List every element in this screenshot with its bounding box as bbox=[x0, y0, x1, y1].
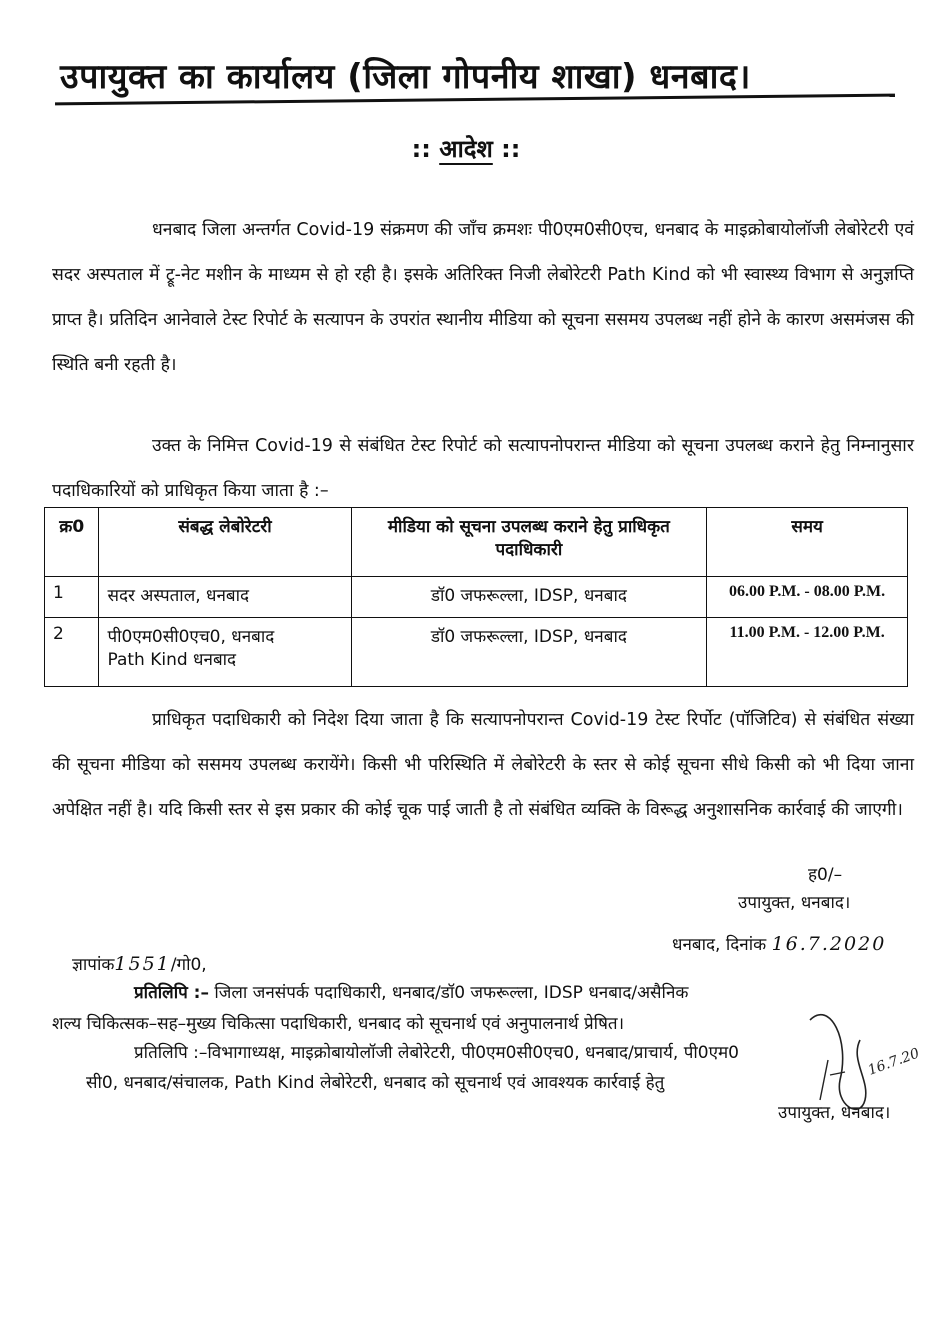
table-row bbox=[45, 618, 908, 687]
copy-1-line-1 bbox=[134, 980, 688, 1003]
handwritten-signature-icon bbox=[790, 1000, 932, 1130]
table-header-row bbox=[45, 508, 908, 577]
memo-label: ज्ञापांक bbox=[72, 955, 115, 975]
memo-number: 1551 bbox=[114, 953, 171, 975]
copy-1-line-2: शल्य चिकित्सक–सह–मुख्य चिकित्सा पदाधिकारी, धनबाद को सूचनार्थ एवं अनुपालनार्थ प्रेषित। bbox=[52, 1014, 625, 1034]
row-serial: 1 bbox=[45, 576, 99, 618]
memo-suffix: /गो0, bbox=[170, 955, 207, 975]
copy-2-line-2: सी0, धनबाद/संचालक, Path Kind लेबोरेटरी, धनबाद को सूचनार्थ एवं आवश्यक कार्रवाई हेतु bbox=[86, 1073, 665, 1093]
date-line bbox=[672, 932, 886, 955]
allocation-table bbox=[44, 507, 908, 687]
copy-1-text-1: जिला जनसंपर्क पदाधिकारी, धनबाद/डॉ0 जफरूल्ला, IDSP धनबाद/असैनिक bbox=[214, 983, 689, 1003]
copy-2-line-1 bbox=[134, 1040, 739, 1063]
signatory-designation: उपायुक्त, धनबाद। bbox=[738, 893, 851, 913]
copy-2-text-1: विभागाध्यक्ष, माइक्रोबायोलॉजी लेबोरेटरी, पी0एम0सी0एच0, धनबाद/प्राचार्य, पी0एम0 bbox=[207, 1043, 739, 1063]
memo-number-line bbox=[72, 952, 207, 975]
order-heading bbox=[0, 132, 932, 165]
footer-signatory: उपायुक्त, धनबाद। bbox=[778, 1103, 891, 1123]
handwritten-date-note: 16.7.20 bbox=[865, 1045, 922, 1079]
row-lab bbox=[99, 618, 351, 687]
office-title: उपायुक्त का कार्यालय (जिला गोपनीय शाखा) धनबाद। bbox=[60, 57, 751, 97]
table-row bbox=[45, 576, 908, 618]
row-lab-line1: सदर अस्पताल, धनबाद bbox=[107, 585, 250, 606]
header-lab: संबद्ध लेबोरेटरी bbox=[99, 508, 351, 577]
paragraph-2-text: उक्त के निमित्त Covid-19 से संबंधित टेस्ट रिपोर्ट को सत्यापनोपरान्त मीडिया को सूचना उपलब्ध कराने हेतु निम्नानुसार पदाधिकारियों को प्राधिकृत किया जाता है :– bbox=[52, 436, 914, 501]
row-lab bbox=[99, 576, 351, 618]
row-officer: डॉ0 जफरूल्ला, IDSP, धनबाद bbox=[351, 576, 707, 618]
date-label: धनबाद, दिनांक bbox=[672, 935, 767, 955]
row-lab-line1: पी0एम0सी0एच0, धनबाद bbox=[107, 627, 275, 648]
row-time: 11.00 P.M. - 12.00 P.M. bbox=[707, 618, 908, 687]
row-officer: डॉ0 जफरूल्ला, IDSP, धनबाद bbox=[351, 618, 707, 687]
paragraph-3 bbox=[52, 698, 914, 833]
copy-2-label: प्रतिलिपि :– bbox=[134, 1043, 208, 1063]
paragraph-1-text: धनबाद जिला अन्तर्गत Covid-19 संक्रमण की जाँच क्रमशः पी0एम0सी0एच, धनबाद के माइक्रोबायोलॉजी लेबोरेटरी एवं सदर अस्पताल में ट्रू-नेट मशीन के माध्यम से हो रही है। इसके अतिरिक्त निजी लेबोरेटरी Path Kind को भी स्वास्थ्य विभाग से अनुज्ञप्ति प्राप्त है। प्रतिदिन आनेवाले टेस्ट रिपोर्ट के सत्यापन के उपरांत स्थानीय मीडिया को सूचना ससमय उपलब्ध नहीं होने के कारण असमंजस की स्थिति बनी रहती है। bbox=[52, 220, 914, 375]
row-time: 06.00 P.M. - 08.00 P.M. bbox=[707, 576, 908, 618]
paragraph-1 bbox=[52, 208, 914, 388]
row-lab-line2: Path Kind धनबाद bbox=[107, 650, 237, 671]
header-serial: क्र0 bbox=[45, 508, 99, 577]
header-time: समय bbox=[707, 508, 908, 577]
row-serial: 2 bbox=[45, 618, 99, 687]
copy-1-label: प्रतिलिपि :– bbox=[134, 983, 209, 1003]
date-value: 16.7.2020 bbox=[771, 933, 887, 955]
paragraph-3-text: प्राधिकृत पदाधिकारी को निदेश दिया जाता है कि सत्यापनोपरान्त Covid-19 टेस्ट रिर्पोट (पॉजिटिव) से संबंधित संख्या की सूचना मीडिया को ससमय उपलब्ध करायेंगे। किसी भी परिस्थिति में लेबोरेटरी के स्तर से कोई सूचना सीधे किसी को भी दिया जाना अपेक्षित नहीं है। यदि किसी स्तर से इस प्रकार की कोई चूक पाई जाती है तो संबंधित व्यक्ति के विरूद्ध अनुशासनिक कार्रवाई की जाएगी। bbox=[52, 710, 914, 820]
signed-mark: ह0/– bbox=[808, 865, 843, 885]
order-word: आदेश bbox=[439, 135, 493, 163]
header-officer: मीडिया को सूचना उपलब्ध कराने हेतु प्राधिकृत पदाधिकारी bbox=[351, 508, 707, 577]
order-prefix: :: bbox=[411, 135, 431, 163]
order-suffix: :: bbox=[501, 135, 521, 163]
paragraph-2 bbox=[52, 424, 914, 514]
